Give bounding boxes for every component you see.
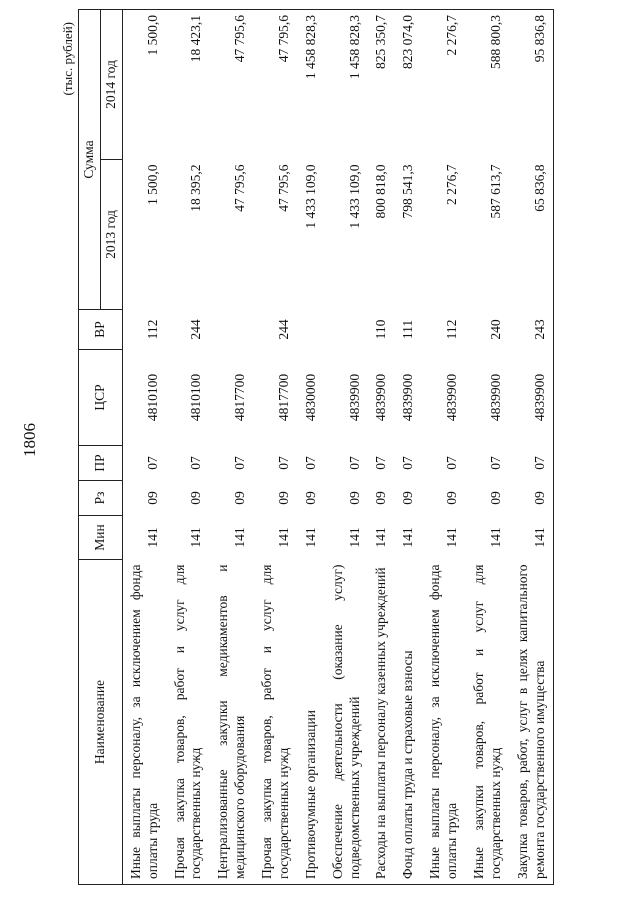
cell-min: 141 [144, 527, 160, 548]
cell-name: Противочумные организации [298, 560, 325, 885]
cell-rz: 09 [510, 481, 554, 516]
cell-rz: 09 [275, 491, 291, 505]
cell-min: 141 [346, 527, 362, 548]
cell-2014: 47 795,6 [254, 9, 298, 159]
header-vr: ВР [79, 310, 123, 350]
cell-csr: 4817700 [232, 373, 248, 422]
cell-vr: 112 [444, 319, 459, 340]
header-2014: 2014 год [100, 9, 122, 159]
table-row [422, 9, 466, 884]
cell-name: Иные выплаты персоналу, за исключением фонда оплаты труда [122, 560, 166, 885]
table-row [210, 9, 254, 884]
header-rz: Рз [79, 481, 123, 516]
table-body [122, 9, 554, 884]
cell-pr: 07 [487, 456, 503, 470]
table-row [510, 9, 554, 884]
cell-vr: 243 [510, 310, 554, 350]
cell-pr: 07 [275, 456, 291, 470]
cell-rz: 09 [232, 491, 248, 505]
cell-vr [325, 310, 369, 350]
cell-vr [298, 310, 325, 350]
cell-name: Иные закупки товаров, работ и услуг для государственных нужд [466, 560, 510, 885]
cell-rz: 09 [144, 491, 160, 505]
cell-vr: 244 [275, 319, 291, 340]
cell-csr: 4839900 [510, 350, 554, 446]
cell-rz: 09 [487, 491, 503, 505]
cell-2014: 18 423,1 [167, 9, 211, 159]
cell-pr: 07 [373, 456, 389, 470]
cell-min: 141 [444, 527, 459, 548]
cell-name: Расходы на выплаты персоналу казенных учреждений [368, 560, 395, 885]
cell-pr: 07 [400, 456, 416, 470]
cell-pr: 07 [346, 456, 362, 470]
cell-2014: 823 074,0 [395, 9, 422, 159]
cell-vr: 244 [188, 319, 204, 340]
cell-csr: 4839900 [346, 373, 362, 422]
table-header [79, 9, 123, 884]
table-row [167, 9, 211, 884]
table-row [325, 9, 369, 884]
cell-min: 141 [510, 516, 554, 560]
cell-2014: 47 795,6 [210, 9, 254, 159]
cell-2014: 1 458 828,3 [298, 9, 325, 159]
header-2013: 2013 год [100, 160, 122, 310]
cell-vr: 240 [487, 319, 503, 340]
cell-rz: 09 [188, 491, 204, 505]
cell-2013: 587 613,7 [487, 164, 503, 219]
cell-rz: 09 [400, 491, 416, 505]
cell-rz: 09 [373, 491, 389, 505]
table-row [466, 9, 510, 884]
cell-pr: 07 [232, 456, 248, 470]
cell-rz: 09 [302, 491, 318, 505]
table-row [298, 9, 325, 884]
cell-min: 141 [373, 527, 389, 548]
cell-2014: 588 800,3 [466, 9, 510, 159]
cell-name: Прочая закупка товаров, работ и услуг для государственных нужд [254, 560, 298, 885]
cell-pr: 07 [444, 456, 459, 470]
cell-2013: 47 795,6 [232, 164, 248, 212]
header-name: Наименование [79, 560, 123, 885]
cell-vr [210, 310, 254, 350]
page-number: 1806 [20, 423, 39, 457]
cell-2013: 2 276,7 [444, 164, 459, 205]
cell-csr: 4810100 [144, 373, 160, 422]
cell-2013: 47 795,6 [275, 164, 291, 212]
table-row [368, 9, 395, 884]
header-csr: ЦСР [79, 350, 123, 446]
cell-2013: 65 836,8 [510, 160, 554, 310]
cell-vr: 111 [400, 319, 416, 340]
units-label: (тыс. рублей) [60, 22, 75, 96]
cell-min: 141 [400, 527, 416, 548]
cell-name: Централизованные закупки медикаментов и медицинского оборудования [210, 560, 254, 885]
cell-2013: 1 433 109,0 [302, 164, 318, 229]
rotated-page-content [42, 10, 640, 885]
cell-name: Иные выплаты персоналу, за исключением фонда оплаты труда [422, 560, 466, 885]
cell-csr: 4810100 [188, 373, 204, 422]
table-row [395, 9, 422, 884]
table-row [122, 9, 166, 884]
cell-2014: 95 836,8 [510, 9, 554, 159]
cell-min: 141 [188, 527, 204, 548]
cell-csr: 4839900 [444, 373, 459, 422]
cell-min: 141 [232, 527, 248, 548]
header-min: Мин [79, 516, 123, 560]
cell-pr: 07 [188, 456, 204, 470]
cell-csr: 4839900 [487, 373, 503, 422]
header-pr: ПР [79, 446, 123, 481]
cell-2013: 800 818,0 [373, 164, 389, 219]
table-row [254, 9, 298, 884]
cell-min: 141 [487, 527, 503, 548]
cell-vr: 110 [373, 319, 389, 340]
cell-2014: 1 500,0 [122, 9, 166, 159]
cell-2013: 1 433 109,0 [346, 164, 362, 229]
cell-name: Обеспечение деятельности (оказание услуг) подведомственных учреждений [325, 560, 369, 885]
cell-2014: 1 458 828,3 [325, 9, 369, 159]
cell-vr: 112 [144, 319, 160, 340]
cell-rz: 09 [346, 491, 362, 505]
cell-pr: 07 [144, 456, 160, 470]
cell-csr: 4839900 [400, 373, 416, 422]
cell-csr: 4830000 [302, 373, 318, 422]
cell-min: 141 [275, 527, 291, 548]
cell-pr: 07 [510, 446, 554, 481]
cell-name: Прочая закупка товаров, работ и услуг для государственных нужд [167, 560, 211, 885]
cell-name: Фонд оплаты труда и страховые взносы [395, 560, 422, 885]
cell-2013: 1 500,0 [144, 164, 160, 205]
cell-csr: 4839900 [373, 373, 389, 422]
cell-2013: 798 541,3 [400, 164, 416, 219]
cell-2014: 2 276,7 [422, 9, 466, 159]
cell-csr: 4817700 [275, 373, 291, 422]
cell-pr: 07 [302, 456, 318, 470]
cell-name: Закупка товаров, работ, услуг в целях капитального ремонта государственного имущества [510, 560, 554, 885]
header-sum: Сумма [79, 9, 101, 309]
budget-table [78, 9, 554, 885]
cell-2013: 18 395,2 [188, 164, 204, 212]
cell-rz: 09 [444, 491, 459, 505]
cell-2014: 825 350,7 [368, 9, 395, 159]
cell-min: 141 [302, 527, 318, 548]
